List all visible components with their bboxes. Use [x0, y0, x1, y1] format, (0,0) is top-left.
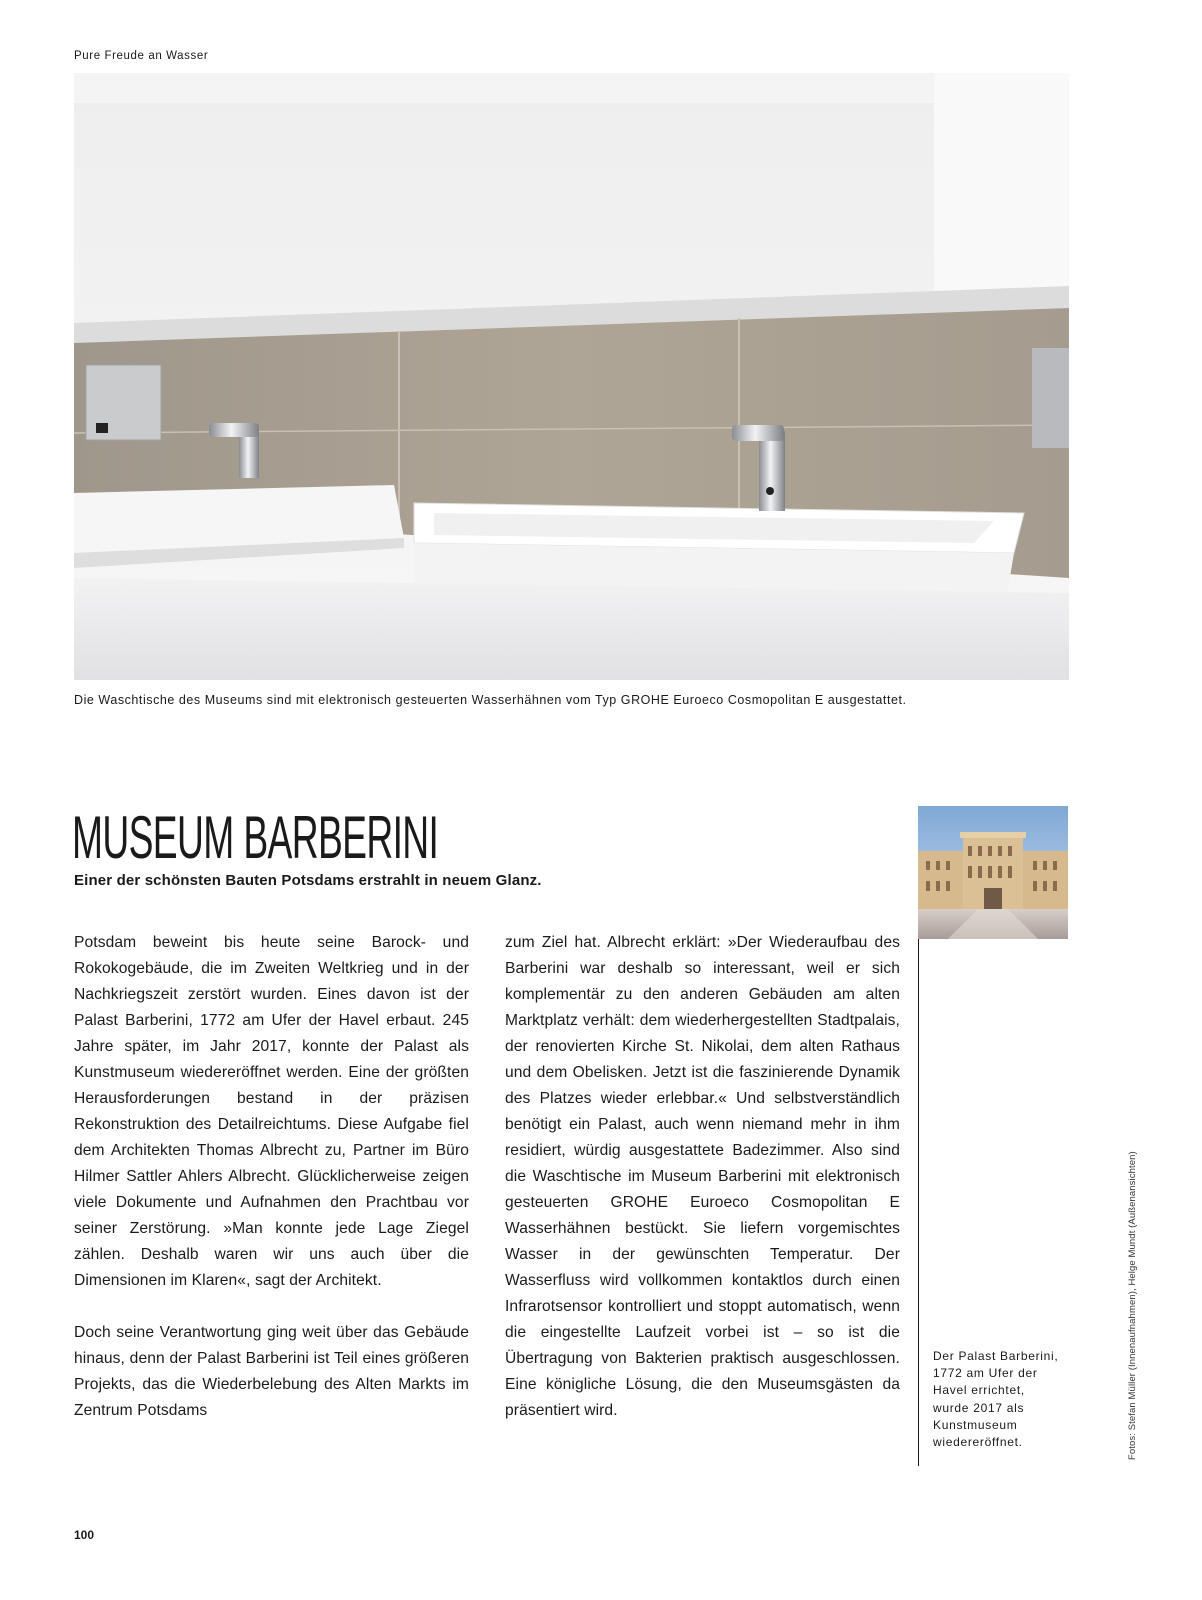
hero-photo-washbasins	[74, 73, 1069, 680]
photo-credit: Fotos: Stefan Müller (Innenaufnahmen), Helge Mundt (Außenansichten)	[1127, 1151, 1138, 1460]
paragraph: Potsdam beweint bis heute seine Barock- und Rokokogebäude, die im Zweiten Weltkrieg und in der Nachkriegszeit zerstört wurden. Eines davon ist der Palast Barberini, 1772 am Ufer der Havel erbaut. 245 Jahre später, im Jahr 2017, konnte der Palast als Kunstmuseum wiedereröffnet werden. Eine der größten Herausforderungen bestand in der präzisen Rekonstruktion des Detailreichtums. Diese Aufgabe fiel dem Architekten Thomas Albrecht zu, Partner im Büro Hilmer Sattler Ahlers Albrecht. Glücklicherweise zeigen viele Dokumente und Aufnahmen den Prachtbau vor seiner Zerstörung. »Man konnte jede Lage Ziegel zählen. Deshalb waren wir uns auch über die Dimensionen im Klaren«, sagt der Architekt.	[74, 934, 469, 1289]
palace-photo	[918, 806, 1068, 939]
running-head: Pure Freude an Wasser	[74, 50, 209, 62]
paragraph: zum Ziel hat. Albrecht erklärt: »Der Wiederaufbau des Barberini war deshalb so interessant, weil er sich komplementär zu den anderen Gebäuden am alten Marktplatz verhält: dem wiederhergestellten Stadtpalais, der renovierten Kirche St. Nikolai, dem alten Rathaus und dem Obelisken. Jetzt ist die faszinierende Dynamik des Platzes wieder erlebbar.« Und selbstverständlich benötigt ein Palast, auch wenn niemand mehr in ihm residiert, würdig ausgestattete Badezimmer. Also sind die Waschtische im Museum Barberini mit elektronisch gesteuerten GROHE Euroeco Cosmopolitan E Wasserhähnen bestückt. Sie liefern vorgemischtes Wasser in der gewünschten Temperatur. Der Wasserfluss wird vollkommen kontaktlos durch einen Infrarotsensor kontrolliert und stoppt automatisch, wenn die eingestellte Laufzeit vorbei ist – so ist die Übertragung von Bakterien praktisch ausgeschlossen. Eine königliche Lösung, die den Museumsgästen da präsentiert wird.	[505, 934, 900, 1419]
article-column-1	[74, 930, 469, 1424]
hero-caption: Die Waschtische des Museums sind mit elektronisch gesteuerten Wasserhähnen vom Typ GROHE Euroeco Cosmopolitan E ausgestattet.	[74, 693, 907, 707]
palace-caption: Der Palast Barberini, 1772 am Ufer der Havel errichtet, wurde 2017 als Kunstmuseum wiedereröffnet.	[933, 1349, 1059, 1450]
sidebar-rule	[918, 939, 919, 1466]
article-subtitle: Einer der schönsten Bauten Potsdams erstrahlt in neuem Glanz.	[74, 872, 542, 889]
paragraph: Doch seine Verantwortung ging weit über das Gebäude hinaus, denn der Palast Barberini ist Teil eines größeren Projekts, das die Wiederbelebung des Alten Markts im Zentrum Potsdams	[74, 1324, 469, 1419]
page-number: 100	[74, 1528, 95, 1542]
article-column-2	[505, 930, 900, 1424]
article-title: MUSEUM BARBERINI	[72, 804, 439, 871]
